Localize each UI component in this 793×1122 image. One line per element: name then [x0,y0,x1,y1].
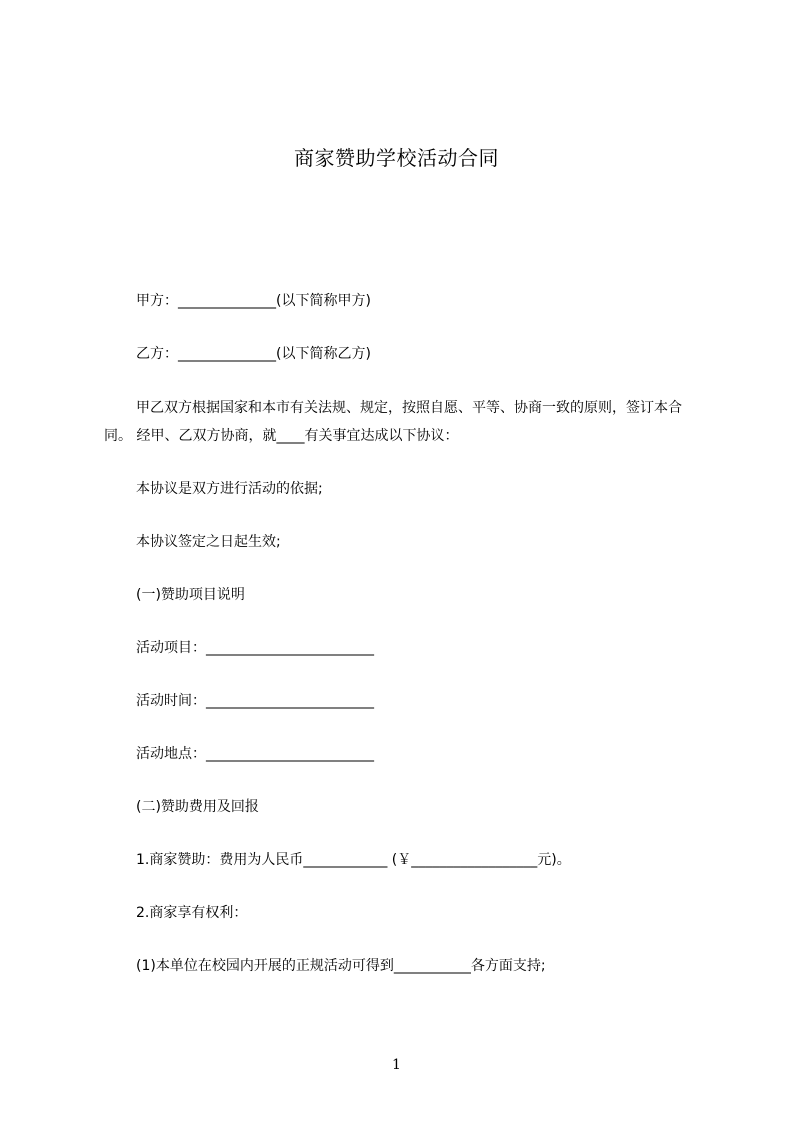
section-1-heading: (一)赞助项目说明 [136,587,245,603]
activity-time-line: 活动时间：________________________ [136,693,374,709]
document-title: 商家赞助学校活动合同 [294,146,499,170]
activity-place-line: 活动地点：________________________ [136,746,374,762]
merchant-rights-line: 2.商家享有权利： [136,905,248,921]
clause-basis: 本协议是双方进行活动的依据; [136,481,323,497]
intro-text: 甲乙双方根据国家和本市有关法规、规定，按照自愿、平等、协商一致的原则，签订本合同。 经甲、乙双方协商，就____有关事宜达成以下协议： [104,400,682,444]
party-b-line: 乙方：______________(以下简称乙方) [136,346,371,362]
section-2-heading: (二)赞助费用及回报 [136,799,259,815]
intro-paragraph [104,394,694,450]
page-number: 1 [392,1057,401,1073]
sponsorship-fee-line: 1.商家赞助：费用为人民币____________ (￥__________________元)。 [136,852,571,868]
activity-item-line: 活动项目：________________________ [136,640,374,656]
clause-effective: 本协议签定之日起生效; [136,534,281,550]
merchant-right-1-line: (1)本单位在校园内开展的正规活动可得到___________各方面支持; [136,958,546,974]
party-a-line: 甲方：______________(以下简称甲方) [136,293,371,309]
